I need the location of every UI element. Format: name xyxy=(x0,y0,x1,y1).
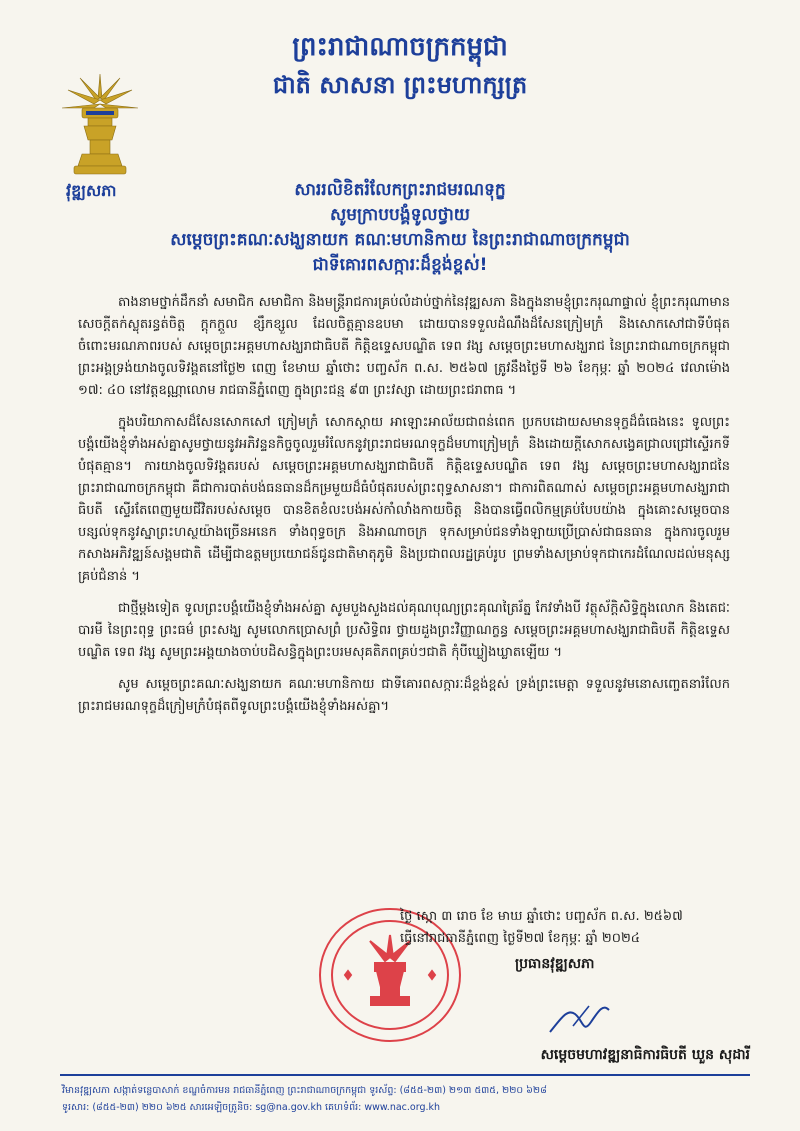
body-paragraph: សូម សម្តេចព្រះគណៈសង្ឃនាយក គណៈមហានិកាយ ជាទីគោរពសក្ការៈដ៏ខ្ពង់ខ្ពស់ ទ្រង់ព្រះមេត្តា ទទួលនូវមនោសញ្ចេតនារំលែកព្រះរាជមរណទុក្ខដ៏ក្រៀមក្រំបំផុតពីទូលព្រះបង្គំយើងខ្ញុំទាំងអស់គ្នា។ xyxy=(78,677,730,714)
footer-contact: ទូរសារ: (៨៥៥-២៣) ២២០ ៦២៥ សារអេឡិចត្រូនិច: sg@na.gov.kh គេហទំព័រ: www.nac.org.kh xyxy=(62,1102,441,1113)
footer xyxy=(62,1082,742,1116)
solar-date: ធ្វើនៅរាជធានីភ្នំពេញ ថ្ងៃទី២៧ ខែកុម្ភៈ ឆ្នាំ ២០២៤ xyxy=(400,931,640,946)
letter-title xyxy=(130,178,670,278)
title-line: ជាទីគោរពសក្ការៈដ៏ខ្ពង់ខ្ពស់! xyxy=(312,255,488,275)
national-motto: ជាតិ សាសនា ព្រះមហាក្សត្រ xyxy=(272,71,528,99)
letter-body xyxy=(78,292,730,728)
handwritten-signature-icon xyxy=(545,1000,615,1040)
footer-divider xyxy=(60,1074,750,1076)
signatory-title: ប្រធានវុឌ្ឍសភា xyxy=(515,956,595,972)
date-block xyxy=(400,906,740,950)
body-paragraph: តាងនាមថ្នាក់ដឹកនាំ សមាជិក សមាជិកា និងមន្ត្រីរាជការគ្រប់លំដាប់ថ្នាក់នៃវុឌ្ឍសភា និងក្នុងនាមខ្ញុំព្រះករុណាផ្ទាល់ ខ្ញុំព្រះករុណាមានសេចក្តីតក់ស្លុតរន្ធត់ចិត្ត ក្តុកក្តួល ខ្សឹកខ្សួល ដែលចិត្តគ្មានឧបមា ដោយបានទទួលដំណឹងដ៏សែនក្រៀមក្រំ និងសោកសៅជាទីបំផុតចំពោះមរណភាពរបស់ សម្តេចព្រះអគ្គមហាសង្ឃរាជាធិបតី កិត្តិឧទ្ទេសបណ្ឌិត ទេព វង្ស សម្តេចព្រះមហាសង្ឃរាជ នៃព្រះរាជាណាចក្រកម្ពុជា ព្រះអង្គទ្រង់យាងចូលទិវង្គតនៅថ្ងៃ២ ពេញ ខែមាឃ ឆ្នាំថោះ បញ្ចស័ក ព.ស. ២៥៦៧ ត្រូវនឹងថ្ងៃទី ២៦ ខែកុម្ភៈ ឆ្នាំ ២០២៤ វេលាម៉ោង ១៧: ៤០ នៅវត្តឧណ្ណាលោម រាជធានីភ្នំពេញ ក្នុងព្រះជន្ម ៩៣ ព្រះវស្សា ដោយព្រះជរាពាធ ។ xyxy=(78,295,730,398)
body-paragraph: ជាថ្មីម្តងទៀត ទូលព្រះបង្គំយើងខ្ញុំទាំងអស់គ្នា សូមបួងសួងដល់គុណបុណ្យព្រះគុណត្រៃរ័ត្ន កែវទាំងបី វត្ថុស័ក្តិសិទ្ធិក្នុងលោក និងតេជៈបារមី នៃព្រះពុទ្ធ ព្រះធម៌ ព្រះសង្ឃ សូមលោកប្រោសព្រំ ប្រសិទ្ធិពរ ថ្វាយដួងព្រះវិញ្ញាណក្ខន្ធ សម្តេចព្រះអគ្គមហាសង្ឃរាជាធិបតី កិត្តិឧទ្ទេសបណ្ឌិត ទេព វង្ស សូមព្រះអង្គយាងចាប់បដិសន្ធិក្នុងព្រះបរមសុគតិភពគ្រប់ៗជាតិ កុំបីឃ្លៀងឃ្លាតឡើយ ។ xyxy=(78,601,730,660)
senate-emblem-icon xyxy=(60,68,140,178)
kingdom-name: ព្រះរាជាណាចក្រកម្ពុជា xyxy=(292,32,508,62)
title-line: សាររលិខិតរំលែកព្រះរាជមរណទុក្ខ xyxy=(294,180,506,200)
footer-address: វិមានវុឌ្ឍសភា សង្កាត់ទន្លេបាសាក់ ខណ្ឌចំការមន រាជធានីភ្នំពេញ ព្រះរាជាណាចក្រកម្ពុជា ទូរស័ព្ទ: (៨៥៥-២៣) ២១៣ ៥៣៥, ២២០ ៦២៨ xyxy=(62,1085,547,1096)
signatory-name: សម្តេចមហាវឌ្ឍនាធិការធិបតី ឃួន សុដារី xyxy=(540,1047,750,1063)
title-line: សម្តេចព្រះគណៈសង្ឃនាយក គណៈមហានិកាយ នៃព្រះរាជាណាចក្រកម្ពុជា xyxy=(170,230,630,250)
lunar-date: ថ្ងៃ ស្កោ ៣ រោច ខែ មាឃ ឆ្នាំថោះ បញ្ចស័ក ព.ស. ២៥៦៧ xyxy=(400,909,683,924)
title-line: សូមក្រាបបង្គំទូលថ្វាយ xyxy=(330,205,470,225)
body-paragraph: ក្នុងបរិយាកាសដ៏សែនសោកសៅ ក្រៀមក្រំ សោកស្តាយ អាឡោះអាល័យជាពន់ពេក ប្រកបដោយសមានទុក្ខដ៏ធំធេងនេះ ទូលព្រះបង្គំយើងខ្ញុំទាំងអស់គ្នាសូមថ្វាយនូវអភិវន្ទនកិច្ចចូលរួមរំលែកនូវព្រះរាជមរណទុក្ខដ៏មហាក្រៀមក្រំ និងដោយក្តីសោកសង្វេគជ្រាលជ្រៅស្ទើរកទីបំផុតគ្មាន។ ការយាងចូលទិវង្គតរបស់ សម្តេចព្រះអគ្គមហាសង្ឃរាជាធិបតី កិត្តិឧទ្ទេសបណ្ឌិត ទេព វង្ស សម្តេចព្រះមហាសង្ឃរាជនៃព្រះរាជាណាចក្រកម្ពុជា គឺជាការបាត់បង់ធនធានដ៏កម្រមួយដ៏ធំបំផុតរបស់ព្រះពុទ្ធសាសនា។ ជាការពិតណាស់ សម្តេចព្រះអគ្គមហាសង្ឃរាជាធិបតី ស្ទើរតែពេញមួយជីវិតរបស់សម្តេច បានខិតខំលះបង់អស់កាំលាំងកាយចិត្ត និងបានធ្វើពលិកម្មគ្រប់បែបយ៉ាង ក្នុងគោះសម្តេចបានបន្សល់ទុកនូវស្នាព្រះហស្ថយ៉ាងច្រើនអនេក ទាំងពុទ្ធចក្រ និងអាណាចក្រ ទុកសម្រាប់ជនទាំងឡាយប្រើប្រាស់ជាធនធាន ក្នុងការចូលរួមកសាងអភិវឌ្ឍន៍សង្គមជាតិ ដើម្បីជាឧត្តមប្រយោជន៍ជូនជាតិមាតុភូមិ និងប្រជាពលរដ្ឋគ្រប់រូប ព្រមទាំងសម្រាប់ទុកជាកេរដំណែលដល់មនុស្សគ្រប់ជំនាន់ ។ xyxy=(78,415,730,584)
institution-name: វុឌ្ឍសភា xyxy=(66,181,117,200)
